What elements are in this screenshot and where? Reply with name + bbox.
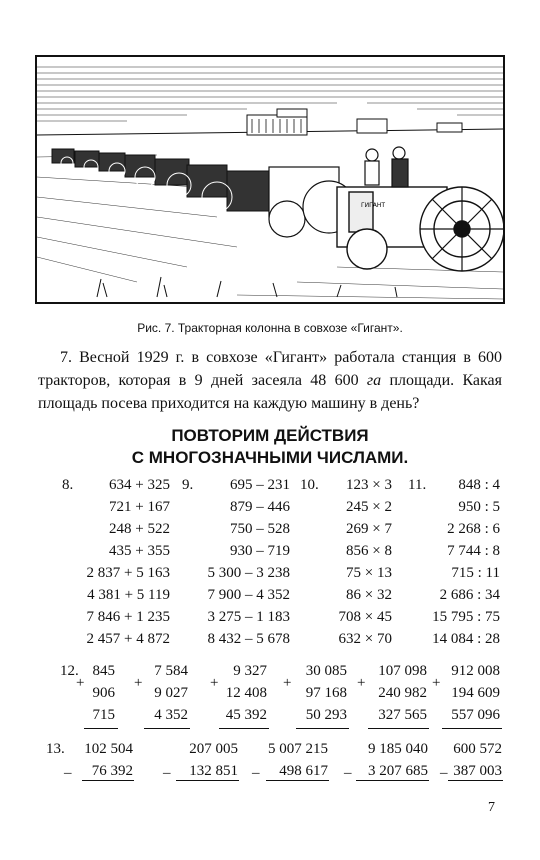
problem-7 <box>38 346 502 415</box>
ex13-minuend: 102 504 <box>84 741 133 757</box>
page-number: 7 <box>488 800 495 815</box>
ex13-subtrahend: 3 207 685 <box>368 763 428 779</box>
ex12-addend: 906 <box>92 685 115 701</box>
exercise-10-number: 10. <box>300 477 319 493</box>
ex10-item: 708 × 45 <box>338 609 392 625</box>
ex12-addend: 7 584 <box>154 663 188 679</box>
ex12-addend: 845 <box>92 663 115 679</box>
ex13-minuend: 207 005 <box>189 741 238 757</box>
minus-sign: – <box>163 765 171 781</box>
section-heading-line-1: ПОВТОРИМ ДЕЙСТВИЯ <box>171 426 369 445</box>
difference-line <box>82 780 134 781</box>
ex11-item: 15 795 : 75 <box>432 609 500 625</box>
problem-7-text-2: площади. Какая площадь посева приходится на каждую машину в день? <box>38 372 502 412</box>
ex10-item: 123 × 3 <box>346 477 392 493</box>
ex12-addend: 327 565 <box>378 707 427 723</box>
ex11-item: 950 : 5 <box>458 499 500 515</box>
plus-sign: + <box>432 675 441 691</box>
exercise-8-number: 8. <box>62 477 74 493</box>
exercise-13-number: 13. <box>46 741 65 757</box>
ex13-subtrahend: 132 851 <box>189 763 238 779</box>
ex13-minuend: 9 185 040 <box>368 741 428 757</box>
ex11-item: 14 084 : 28 <box>432 631 500 647</box>
ex9-item: 7 900 – 4 352 <box>207 587 290 603</box>
difference-line <box>356 780 429 781</box>
minus-sign: – <box>252 765 260 781</box>
ex8-item: 248 + 522 <box>109 521 170 537</box>
ex12-addend: 557 096 <box>451 707 500 723</box>
ex12-addend: 30 085 <box>305 663 347 679</box>
minus-sign: – <box>344 765 352 781</box>
ex10-item: 856 × 8 <box>346 543 392 559</box>
ex10-item: 632 × 70 <box>338 631 392 647</box>
ex8-item: 4 381 + 5 119 <box>87 587 170 603</box>
exercise-12-number: 12. <box>60 663 79 679</box>
exercise-9-number: 9. <box>182 477 194 493</box>
ex10-item: 245 × 2 <box>346 499 392 515</box>
ex10-item: 75 × 13 <box>346 565 392 581</box>
ex12-addend: 194 609 <box>451 685 500 701</box>
ex8-item: 2 457 + 4 872 <box>86 631 170 647</box>
ex12-addend: 45 392 <box>225 707 267 723</box>
tractor-column-drawing <box>37 57 503 302</box>
sum-line <box>442 728 502 729</box>
ex8-item: 435 + 355 <box>109 543 170 559</box>
problem-7-unit: га <box>366 372 382 389</box>
problem-7-text-1: 7. Весной 1929 г. в совхозе «Гигант» работала станция в 600 тракторов, которая в 9 дней засеяла 48 600 <box>38 349 502 389</box>
sum-line <box>296 728 349 729</box>
ex12-addend: 4 352 <box>154 707 188 723</box>
ex12-addend: 240 982 <box>378 685 427 701</box>
plus-sign: + <box>76 675 85 691</box>
difference-line <box>448 780 503 781</box>
plus-sign: + <box>210 675 219 691</box>
ex12-addend: 97 168 <box>305 685 347 701</box>
ex12-addend: 107 098 <box>378 663 427 679</box>
ex9-item: 879 – 446 <box>230 499 290 515</box>
sum-line <box>84 728 118 729</box>
plus-sign: + <box>134 675 143 691</box>
plus-sign: + <box>283 675 292 691</box>
ex8-item: 7 846 + 1 235 <box>86 609 170 625</box>
ex12-addend: 9 027 <box>154 685 188 701</box>
ex11-item: 715 : 11 <box>451 565 500 581</box>
ex13-minuend: 5 007 215 <box>268 741 328 757</box>
ex9-item: 750 – 528 <box>230 521 290 537</box>
ex11-item: 2 686 : 34 <box>439 587 500 603</box>
ex13-subtrahend: 387 003 <box>453 763 502 779</box>
ex9-item: 8 432 – 5 678 <box>207 631 290 647</box>
plus-sign: + <box>357 675 366 691</box>
sum-line <box>219 728 269 729</box>
ex8-item: 634 + 325 <box>109 477 170 493</box>
ex12-addend: 9 327 <box>233 663 267 679</box>
ex9-item: 3 275 – 1 183 <box>207 609 290 625</box>
ex8-item: 721 + 167 <box>109 499 170 515</box>
ex10-item: 86 × 32 <box>346 587 392 603</box>
ex12-addend: 12 408 <box>225 685 267 701</box>
figure-caption: Рис. 7. Тракторная колонна в совхозе «Гигант». <box>137 321 403 335</box>
ex13-subtrahend: 76 392 <box>91 763 133 779</box>
ex12-addend: 715 <box>92 707 115 723</box>
ex11-item: 848 : 4 <box>458 477 500 493</box>
ex11-item: 7 744 : 8 <box>447 543 500 559</box>
ex13-minuend: 600 572 <box>453 741 502 757</box>
ex9-item: 695 – 231 <box>230 477 290 493</box>
difference-line <box>266 780 329 781</box>
tractor-grille-text: ГИГАНТ <box>361 202 386 209</box>
ex9-item: 5 300 – 3 238 <box>207 565 290 581</box>
ex12-addend: 912 008 <box>451 663 500 679</box>
exercise-11-number: 11. <box>408 477 427 493</box>
ex8-item: 2 837 + 5 163 <box>86 565 170 581</box>
minus-sign: – <box>440 765 448 781</box>
ex12-addend: 50 293 <box>305 707 347 723</box>
section-heading-line-2: С МНОГОЗНАЧНЫМИ ЧИСЛАМИ. <box>131 448 409 467</box>
ex11-item: 2 268 : 6 <box>447 521 500 537</box>
ex9-item: 930 – 719 <box>230 543 290 559</box>
ex10-item: 269 × 7 <box>346 521 392 537</box>
tractor-column-illustration <box>35 55 505 304</box>
sum-line <box>368 728 429 729</box>
minus-sign: – <box>64 765 72 781</box>
difference-line <box>176 780 239 781</box>
sum-line <box>144 728 190 729</box>
ex13-subtrahend: 498 617 <box>279 763 328 779</box>
